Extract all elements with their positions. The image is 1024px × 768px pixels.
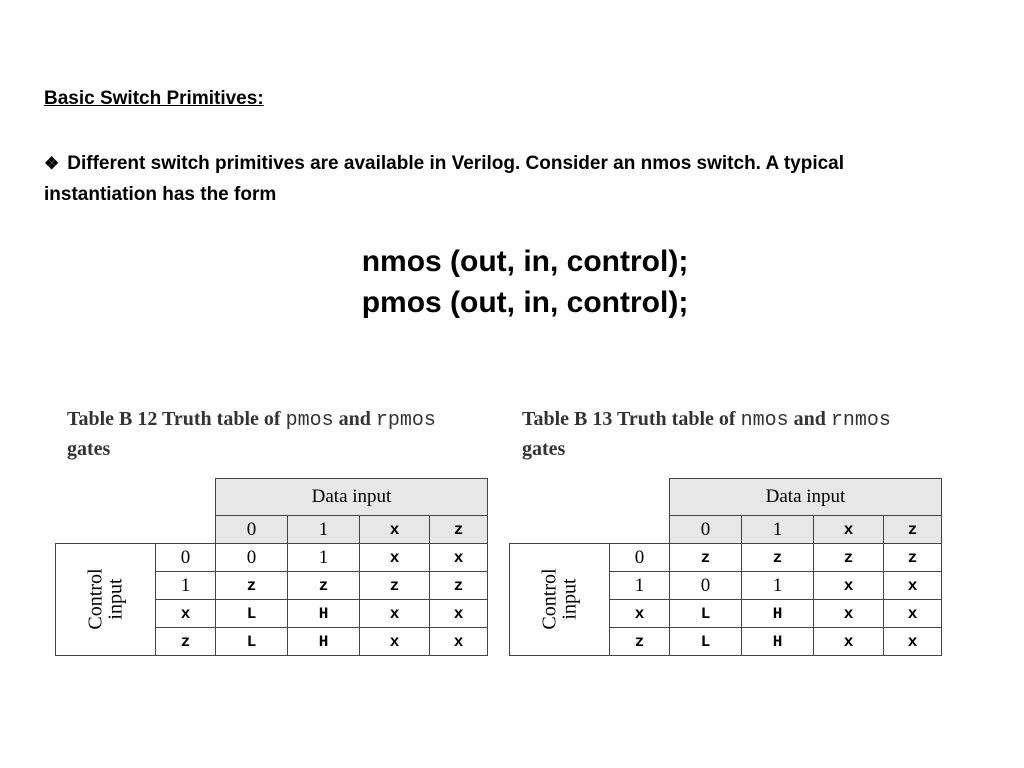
caption-text: and bbox=[788, 408, 831, 430]
row-label: x bbox=[610, 600, 670, 628]
table-cell: x bbox=[814, 600, 884, 628]
table-cell: x bbox=[814, 628, 884, 656]
table-cell: z bbox=[742, 544, 814, 572]
table-cell: x bbox=[814, 572, 884, 600]
column-header: x bbox=[814, 516, 884, 544]
control-input-label bbox=[56, 544, 156, 656]
truth-table-nmos bbox=[509, 478, 942, 656]
table-cell: x bbox=[884, 600, 942, 628]
table-corner bbox=[56, 479, 216, 516]
caption-text: gates bbox=[67, 438, 111, 460]
table-cell: z bbox=[670, 544, 742, 572]
table-cell: H bbox=[288, 600, 360, 628]
table-cell: x bbox=[360, 544, 430, 572]
column-header: z bbox=[430, 516, 488, 544]
column-header: 1 bbox=[288, 516, 360, 544]
table-cell: z bbox=[360, 572, 430, 600]
intro-text: Different switch primitives are available in Verilog. Consider an nmos switch. A typical instantiation has the form bbox=[44, 153, 845, 205]
control-input-label bbox=[510, 544, 610, 656]
table-cell: 0 bbox=[216, 544, 288, 572]
table-cell: z bbox=[288, 572, 360, 600]
table-cell: H bbox=[742, 600, 814, 628]
truth-table-pmos bbox=[55, 478, 488, 656]
row-label: 1 bbox=[610, 572, 670, 600]
table-cell: x bbox=[884, 628, 942, 656]
column-header: 0 bbox=[670, 516, 742, 544]
column-header: z bbox=[884, 516, 942, 544]
table-cell: z bbox=[814, 544, 884, 572]
caption-text: and bbox=[333, 408, 376, 430]
table-cell: L bbox=[670, 600, 742, 628]
row-label: 0 bbox=[156, 544, 216, 572]
code-line-nmos: nmos (out, in, control); bbox=[361, 245, 689, 278]
caption-code: rpmos bbox=[375, 409, 436, 432]
column-header: 1 bbox=[742, 516, 814, 544]
table-cell: H bbox=[742, 628, 814, 656]
row-label: 0 bbox=[610, 544, 670, 572]
table-cell: x bbox=[360, 600, 430, 628]
caption-text: gates bbox=[522, 438, 566, 460]
column-header: x bbox=[360, 516, 430, 544]
table-cell: x bbox=[884, 572, 942, 600]
row-label: z bbox=[610, 628, 670, 656]
table-cell: x bbox=[360, 628, 430, 656]
table-cell: x bbox=[430, 628, 488, 656]
table-cell: 1 bbox=[742, 572, 814, 600]
control-input-text: Control input bbox=[84, 567, 127, 630]
data-input-header: Data input bbox=[670, 479, 942, 516]
intro-paragraph bbox=[44, 148, 944, 210]
column-header: 0 bbox=[216, 516, 288, 544]
table-cell: x bbox=[430, 544, 488, 572]
caption-text: Table B 12 Truth table of bbox=[67, 408, 286, 430]
table-cell: x bbox=[430, 600, 488, 628]
table-cell: L bbox=[216, 600, 288, 628]
table-cell: 0 bbox=[670, 572, 742, 600]
table-cell: z bbox=[884, 544, 942, 572]
caption-code: rnmos bbox=[830, 409, 891, 432]
control-input-text: Control input bbox=[538, 567, 581, 630]
caption-text: Table B 13 Truth table of bbox=[522, 408, 741, 430]
table-cell: 1 bbox=[288, 544, 360, 572]
table-cell: L bbox=[216, 628, 288, 656]
data-input-header: Data input bbox=[216, 479, 488, 516]
table-corner bbox=[510, 479, 670, 516]
code-line-pmos: pmos (out, in, control); bbox=[361, 286, 689, 319]
table-cell: z bbox=[216, 572, 288, 600]
table-caption-nmos bbox=[522, 405, 932, 464]
row-label: 1 bbox=[156, 572, 216, 600]
table-cell: H bbox=[288, 628, 360, 656]
table-cell: L bbox=[670, 628, 742, 656]
diamond-bullet-icon: ❖ bbox=[44, 154, 60, 173]
row-label: z bbox=[156, 628, 216, 656]
table-corner bbox=[510, 516, 670, 544]
caption-code: pmos bbox=[285, 409, 334, 432]
caption-code: nmos bbox=[740, 409, 789, 432]
table-cell: z bbox=[430, 572, 488, 600]
slide-heading: Basic Switch Primitives: bbox=[44, 88, 264, 109]
table-corner bbox=[56, 516, 216, 544]
table-caption-pmos bbox=[67, 405, 477, 464]
row-label: x bbox=[156, 600, 216, 628]
